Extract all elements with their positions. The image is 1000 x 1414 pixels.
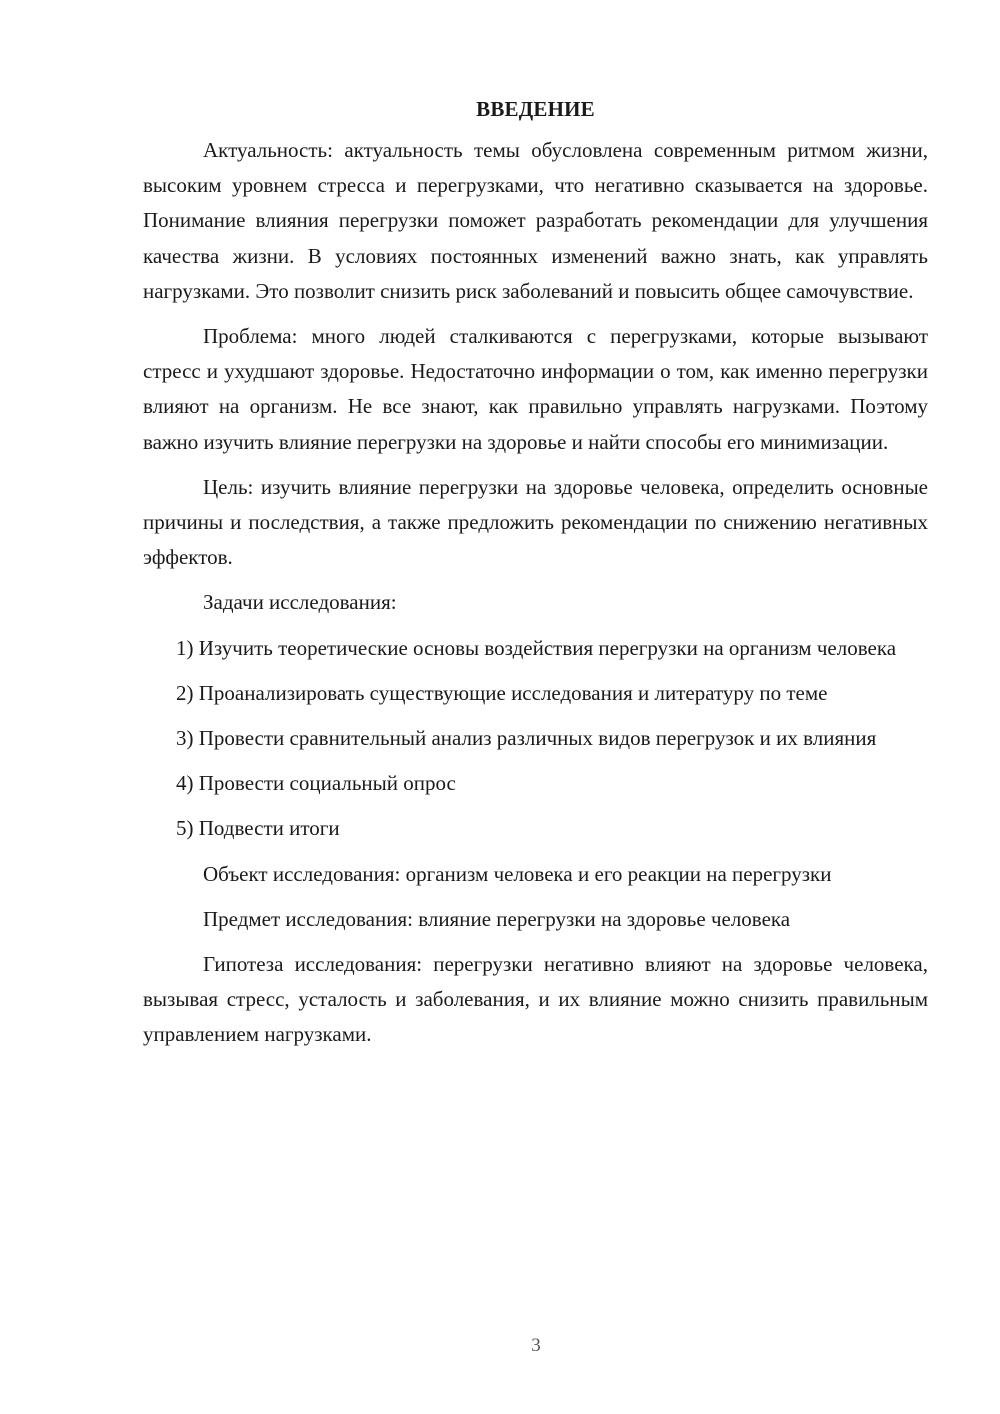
hypothesis-paragraph: Гипотеза исследования: перегрузки негативно влияют на здоровье человека, вызывая стресс, усталость и заболевания, и их влияние можно снизить правильным управлением нагрузками. bbox=[143, 952, 928, 1047]
goal-paragraph: Цель: изучить влияние перегрузки на здоровье человека, определить основные причины и последствия, а также предложить рекомендации по снижению негативных эффектов. bbox=[143, 474, 928, 570]
page-title: ВВЕДЕНИЕ bbox=[476, 97, 595, 121]
task-item-4: 4) Провести социальный опрос bbox=[176, 771, 456, 796]
task-item-5: 5) Подвести итоги bbox=[176, 816, 340, 841]
task-item-1: 1) Изучить теоретические основы воздействия перегрузки на организм человека bbox=[176, 635, 897, 660]
relevance-paragraph: Актуальность: актуальность темы обусловлена современным ритмом жизни, высоким уровнем стресса и перегрузками, что негативно сказывается на здоровье. Понимание влияния перегрузки поможет разработать рекомендации для улучшения качества жизни. В условиях постоянных изменений важно знать, как управлять нагрузками. Это позволит снизить риск заболеваний и повысить общее самочувствие. bbox=[143, 138, 928, 303]
tasks-heading: Задачи исследования: bbox=[203, 590, 397, 615]
task-item-3: 3) Провести сравнительный анализ различных видов перегрузок и их влияния bbox=[176, 726, 877, 751]
page-number: 3 bbox=[531, 1335, 541, 1356]
subject-paragraph: Предмет исследования: влияние перегрузки на здоровье человека bbox=[203, 906, 791, 931]
task-item-2: 2) Проанализировать существующие исследования и литературу по теме bbox=[176, 680, 828, 705]
page-content bbox=[143, 92, 928, 1063]
object-paragraph: Объект исследования: организм человека и его реакции на перегрузки bbox=[203, 861, 832, 886]
problem-paragraph: Проблема: много людей сталкиваются с перегрузками, которые вызывают стресс и ухудшают здоровье. Недостаточно информации о том, как именно перегрузки влияют на организм. Не все знают, как правильно управлять нагрузками. Поэтому важно изучить влияние перегрузки на здоровье и найти способы его минимизации. bbox=[143, 324, 928, 454]
